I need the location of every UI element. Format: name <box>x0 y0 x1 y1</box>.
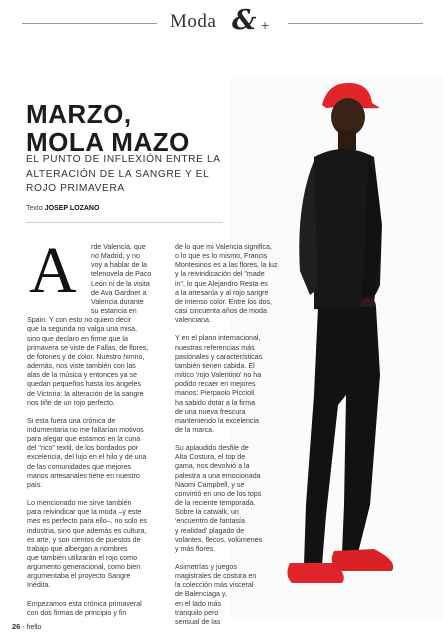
text-line: y más flores. <box>175 544 216 553</box>
text-line: magistrales de costura en <box>175 572 257 581</box>
text-column-2 <box>175 243 295 636</box>
article-title <box>26 100 190 156</box>
text-line: telenovela de Paco <box>91 270 152 279</box>
text-line: Inédita. <box>27 581 51 590</box>
paragraph <box>175 243 295 325</box>
text-line: de Ava Gardner a <box>91 288 147 297</box>
paragraph <box>175 563 295 627</box>
text-line: Asimetrías y juegos <box>175 563 237 571</box>
text-line: mes es perfecto para ello–, no solo es <box>27 517 147 526</box>
text-line: Sobre la catwalk, un <box>175 508 239 517</box>
text-line: de fotones y de color. Nuestro himno, <box>27 352 145 361</box>
text-line: trabajo que albergan a nombres <box>27 544 128 553</box>
section-title: Moda <box>170 11 217 32</box>
text-line: Su aplaudido desfile de <box>175 444 249 453</box>
text-line: convirtió en uno de los tops <box>175 489 262 498</box>
text-line: país. <box>27 480 43 489</box>
text-line: argumentaba el proyecto Sangre <box>27 572 131 581</box>
author-credit <box>26 205 99 212</box>
text-column-1 <box>27 243 172 627</box>
text-line: para reivindicar que la moda –y este <box>27 508 142 517</box>
text-line: además, nos viste también con las <box>27 362 136 371</box>
text-line: mítico 'rojo Valentino' no ha <box>175 371 262 380</box>
paragraph <box>175 334 295 435</box>
text-line: y la reivindicación del "made <box>175 270 265 279</box>
text-line: manos artesanales tiene en nuestro <box>27 471 140 480</box>
text-line: 'encuentro de fantasía <box>175 517 245 526</box>
text-line: Valencia durante <box>91 297 144 306</box>
text-line: Alta Costura, el top de <box>175 453 246 462</box>
text-line: primavera se viste de Fallas, de flores, <box>27 343 149 352</box>
article-subtitle: EL PUNTO DE INFLEXIÓN ENTRE LA ALTERACIÓN DE LA SANGRE Y EL ROJO PRIMAVERA <box>26 154 221 194</box>
text-line: excelencia, del lujo en el hilo y de una <box>27 453 147 462</box>
text-line: de intenso color. Entre los dos, <box>175 297 273 306</box>
logo-mark: & <box>232 5 257 36</box>
text-line: manteniendo la excelencia <box>175 416 259 425</box>
author-name: JOSEP LOZANO <box>44 205 100 212</box>
text-line: en el lado más <box>175 599 222 608</box>
author-prefix: Texto <box>26 205 43 212</box>
text-line: gama, nos devolvió a la <box>175 462 250 471</box>
text-line: y realidad' plagado de <box>175 526 245 535</box>
text-line: podido recaer en mejores <box>175 380 256 389</box>
text-line: que la segunda no valga una misa, <box>27 325 138 334</box>
text-line: nos tiñe de un rojo perfecto. <box>27 398 115 407</box>
footer-brand: hello <box>26 624 42 631</box>
text-line: para alegar que estamos en la cuna <box>27 435 141 444</box>
header-rule-right <box>288 23 423 24</box>
text-line: Spain. Y con esto no quiero decir <box>27 316 132 325</box>
text-line: de Victoria: la alteración de la sangre <box>27 389 144 398</box>
text-line: voy a hablar de la <box>91 261 147 270</box>
text-line: de lo que mi Valencia significa, <box>175 243 272 251</box>
paragraph <box>27 600 172 618</box>
text-line: tranquilo pero <box>175 608 219 617</box>
text-line: argumento generacional, como bien <box>27 563 141 572</box>
text-line: Si esta fuera una crónica de <box>27 416 116 425</box>
text-line: palestra a una emocionada <box>175 471 261 480</box>
text-line: casi cincuenta años de moda <box>175 307 267 316</box>
text-line: de Balenciaga y, <box>175 590 227 599</box>
text-line: Y en el plano internacional, <box>175 334 261 343</box>
text-line: Montesinos es a las flores, la luz <box>175 261 278 270</box>
text-line: quedan pequeños hasta los ángeles <box>27 380 141 389</box>
paragraph <box>27 417 172 490</box>
paragraph <box>175 444 295 554</box>
text-line: pasionales y características <box>175 352 263 361</box>
text-line: de la marca. <box>175 425 215 434</box>
text-line: también tienen cabida. El <box>175 361 255 370</box>
text-line: indumentaria no me faltarían motivos <box>27 425 144 434</box>
text-line: con dos firmas de principio y fin <box>27 608 127 617</box>
section-plus: + <box>261 17 270 33</box>
paragraph <box>27 499 172 591</box>
paragraph <box>27 243 172 408</box>
title-divider <box>26 222 223 223</box>
header-rule-left <box>22 23 157 24</box>
text-line: o lo que es lo mismo, Francis <box>175 252 268 261</box>
footer-separator: - <box>22 624 25 631</box>
text-line: de las comunidades que mejores <box>27 462 132 471</box>
text-line: del "rico" textil, de los bordados por <box>27 444 139 453</box>
text-line: Empezamos esta crónica primaveral <box>27 599 142 608</box>
drop-cap: A <box>29 234 77 307</box>
text-line: de la reciente temporada. <box>175 499 256 508</box>
text-line: es arte, y son cientos de puestos de <box>27 535 141 544</box>
text-line: a la artesanía y al rojo sangre <box>175 288 269 297</box>
page-footer <box>12 622 41 631</box>
text-line: León ni de la visita <box>91 279 150 288</box>
text-line: valenciana. <box>175 316 211 325</box>
text-line: volantes, flecos, volúmenes <box>175 535 263 544</box>
text-line: sino que declaro en firme que la <box>27 334 128 343</box>
text-line: Naomi Campbell, y se <box>175 480 245 489</box>
text-line: industria, sino que además es cultura, <box>27 526 147 535</box>
page-number: 26 <box>12 622 21 631</box>
text-line: su estancia en <box>91 307 137 316</box>
title-line-2: MOLA MAZO <box>26 127 190 157</box>
text-line: alas de la música y entonces ya se <box>27 371 138 380</box>
title-line-1: MARZO, <box>26 99 132 129</box>
text-line: sensual de las <box>175 617 221 626</box>
text-line: la colección más visceral <box>175 581 254 590</box>
text-line: nuestras referencias más <box>175 343 255 352</box>
text-line: no Madrid, y no <box>91 252 140 261</box>
text-line: manos: Pierpaolo Piccioli <box>175 389 255 398</box>
text-line: in", lo que Alejandro Resta es <box>175 279 268 288</box>
text-line: ha sabido dotar a la firma <box>175 398 256 407</box>
text-line: que también utilizarán el rojo como <box>27 554 138 562</box>
text-line: de una nueva frescura <box>175 407 246 416</box>
text-line: rde Valencia, que <box>91 243 146 251</box>
text-line: Lo mencionado me sirve también <box>27 499 132 508</box>
